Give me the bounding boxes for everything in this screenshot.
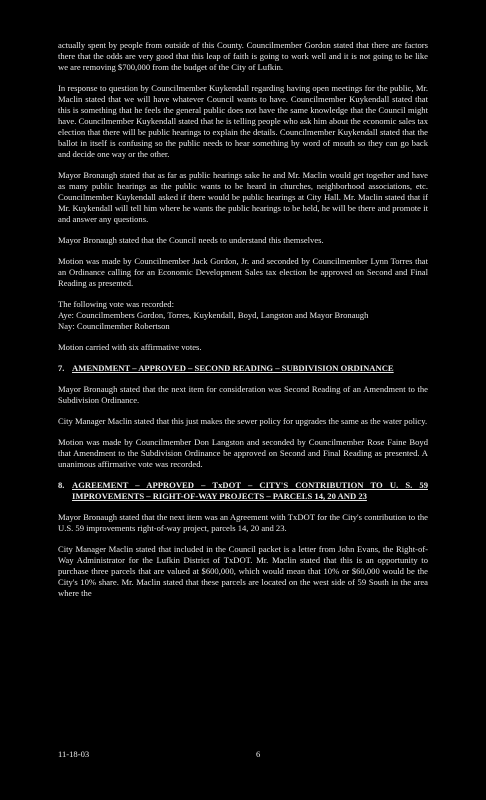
footer-date: 11-18-03: [58, 749, 90, 759]
vote-aye: Aye: Councilmembers Gordon, Torres, Kuykendall, Boyd, Langston and Mayor Bronaugh: [58, 310, 369, 320]
footer-page-number: 6: [256, 749, 261, 759]
paragraph-council-understand: Mayor Bronaugh stated that the Council needs to understand this themselves.: [58, 235, 324, 245]
section-heading-8: [58, 480, 428, 502]
paragraph-gordon-statement: actually spent by people from outside of this County. Councilmember Gordon stated that there are factors there that the odds are very good that this leap of faith is going to work well and it is not going to be like we are removing $700,000 from the budget of the City of Lufkin.: [58, 40, 428, 72]
paragraph-public-hearings: Mayor Bronaugh stated that as far as public hearings sake he and Mr. Maclin would get together and have as many public hearings as the public wants to be heard in churches, neighborhood associations, etc. Councilmember Kuykendall asked if there would be public hearings at City Hall. Mr. Maclin stated that if Mr. Kuykendall will tell him where he wants the public hearings to be held, he will be there and promote it and answer any questions.: [58, 170, 428, 224]
section-title: AGREEMENT – APPROVED – TxDOT – CITY'S CONTRIBUTION TO U. S. 59 IMPROVEMENTS – RIGHT-OF-WAY PROJECTS – PARCELS 14, 20 AND 23: [72, 480, 428, 501]
paragraph-motion-subdivision: Motion was made by Councilmember Don Langston and seconded by Councilmember Rose Faine Boyd that Amendment to the Subdivision Ordinance be approved on Second and Final Reading as presented. A unanimous affirmative vote was recorded.: [58, 437, 428, 469]
section-number: 8.: [58, 480, 65, 490]
vote-record: [58, 299, 428, 332]
vote-nay: Nay: Councilmember Robertson: [58, 321, 170, 331]
paragraph-motion-carried: Motion carried with six affirmative votes.: [58, 342, 202, 352]
paragraph-motion-ordinance: Motion was made by Councilmember Jack Gordon, Jr. and seconded by Councilmember Lynn Torres that an Ordinance calling for an Economic Development Sales tax election be approved on Second and Final Reading as presented.: [58, 256, 428, 288]
section-number: 7.: [58, 363, 65, 373]
paragraph-sewer-policy: City Manager Maclin stated that this just makes the sewer policy for upgrades the same as the water policy.: [58, 416, 428, 426]
vote-intro: The following vote was recorded:: [58, 299, 174, 309]
section-heading-7: [58, 363, 428, 374]
paragraph-txdot-intro: Mayor Bronaugh stated that the next item was an Agreement with TxDOT for the City's contribution to the U.S. 59 improvements right-of-way project, parcels 14, 20 and 23.: [58, 512, 428, 533]
paragraph-subdivision-intro: Mayor Bronaugh stated that the next item for consideration was Second Reading of an Amendment to the Subdivision Ordinance.: [58, 384, 428, 405]
section-title: AMENDMENT – APPROVED – SECOND READING – SUBDIVISION ORDINANCE: [72, 363, 394, 373]
paragraph-public-meetings: In response to question by Councilmember Kuykendall regarding having open meetings for the public, Mr. Maclin stated that we will have whatever Council wants to have. Councilmember Kuykendall stated that this is something that he feels the general public does not have the same knowledge that the Council might have. Councilmember Kuykendall stated that he is telling people who ask him about the economic sales tax election that there will be public hearings to explain the details. Councilmember Kuykendall stated that the ballot in itself is confusing so the public needs to hear something by word of mouth so they can go back and decide one way or the other.: [58, 83, 428, 159]
paragraph-txdot-details: City Manager Maclin stated that included in the Council packet is a letter from John Evans, the Right-of-Way Administrator for the Lufkin District of TxDOT. Mr. Maclin stated that this is an opportunity to purchase three parcels that are valued at $600,000, which would mean that 10% or $60,000 would be the City's 10% share. Mr. Maclin stated that these parcels are located on the west side of 59 South in the area where the: [58, 544, 428, 598]
